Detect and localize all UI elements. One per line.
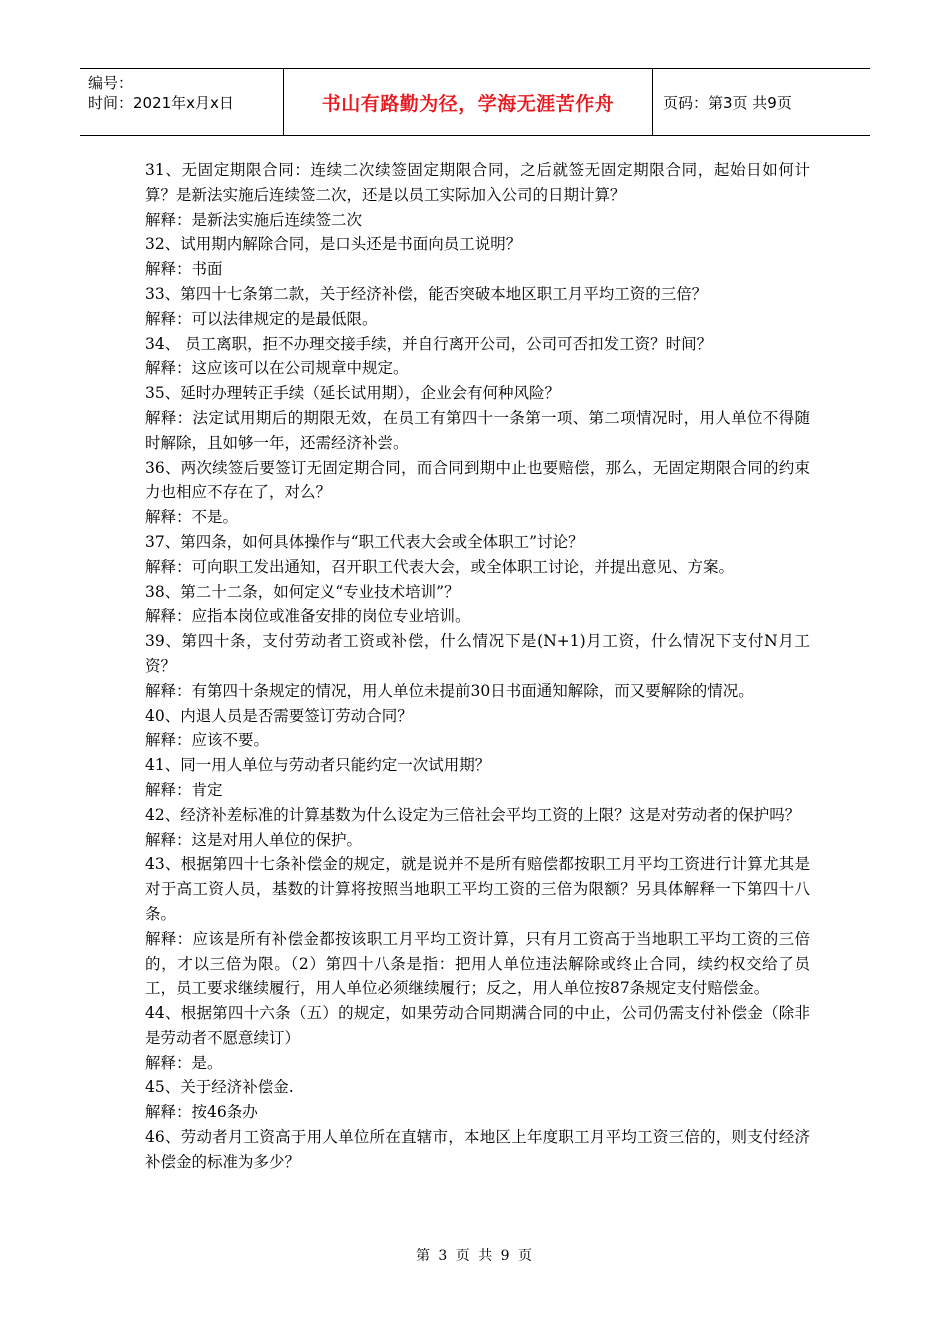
question-paragraph: 44、根据第四十六条（五）的规定，如果劳动合同期满合同的中止，公司仍需支付补偿金（除非是劳动者不愿意续订） <box>145 1004 810 1047</box>
question-paragraph: 35、延时办理转正手续（延长试用期），企业会有何种风险？ <box>145 384 560 403</box>
document-body <box>145 158 810 1175</box>
time-label: 时间：2021年x月x日 <box>88 94 234 112</box>
page-footer: 第 3 页 共 9 页 <box>415 1248 535 1264</box>
question-paragraph: 34、 员工离职，拒不办理交接手续，并自行离开公司，公司可否扣发工资？时间？ <box>145 334 713 353</box>
answer-paragraph: 解释：肯定 <box>145 780 223 799</box>
question-paragraph: 39、第四十条，支付劳动者工资或补偿，什么情况下是(N+1)月工资，什么情况下支付N月工资？ <box>145 632 810 675</box>
question-paragraph: 46、劳动者月工资高于用人单位所在直辖市，本地区上年度职工月平均工资三倍的，则支付经济补偿金的标准为多少？ <box>145 1128 810 1171</box>
answer-paragraph: 解释：是。 <box>145 1053 223 1072</box>
answer-paragraph: 解释：应该不要。 <box>145 731 270 750</box>
question-paragraph: 43、根据第四十七条补偿金的规定，就是说并不是所有赔偿都按职工月平均工资进行计算尤其是对于高工资人员，基数的计算将按照当地职工平均工资的三倍为限额？另具体解释一下第四十八条。 <box>145 855 810 923</box>
answer-paragraph: 解释：可向职工发出通知，召开职工代表大会，或全体职工讨论，并提出意见、方案。 <box>145 557 735 576</box>
header-page-info: 页码：第3页 共9页 <box>663 93 792 112</box>
answer-paragraph: 解释：这是对用人单位的保护。 <box>145 830 363 849</box>
answer-paragraph: 解释：应指本岗位或准备安排的岗位专业培训。 <box>145 607 471 626</box>
question-paragraph: 36、两次续签后要签订无固定期合同，而合同到期中止也要赔偿，那么，无固定期限合同的约束力也相应不存在了，对么？ <box>145 458 810 502</box>
answer-paragraph: 解释：有第四十条规定的情况，用人单位未提前30日书面通知解除，而又要解除的情况。 <box>145 681 754 700</box>
page-header <box>80 68 870 136</box>
answer-paragraph: 解释：不是。 <box>145 508 239 527</box>
number-label: 编号： <box>88 74 134 92</box>
question-paragraph: 41、同一用人单位与劳动者只能约定一次试用期？ <box>145 756 491 775</box>
header-left-cell <box>80 69 283 135</box>
answer-paragraph: 解释：是新法实施后连续签二次 <box>145 210 363 229</box>
answer-paragraph: 解释：按46条办 <box>145 1103 258 1122</box>
question-paragraph: 42、经济补差标准的计算基数为什么设定为三倍社会平均工资的上限？这是对劳动者的保护吗？ <box>145 805 801 824</box>
answer-paragraph: 解释：应该是所有补偿金都按该职工月平均工资计算，只有月工资高于当地职工平均工资的三倍的，才以三倍为限。（2）第四十八条是指：把用人单位违法解除或终止合同，续约权交给了员工，员工要求继续履行，用人单位必须继续履行；反之，用人单位按87条规定支付赔偿金。 <box>145 929 810 998</box>
question-paragraph: 33、第四十七条第二款，关于经济补偿，能否突破本地区职工月平均工资的三倍？ <box>145 284 708 303</box>
question-paragraph: 32、试用期内解除合同，是口头还是书面向员工说明？ <box>145 235 522 254</box>
answer-paragraph: 解释：可以法律规定的是最低限。 <box>145 309 378 328</box>
question-paragraph: 40、内退人员是否需要签订劳动合同？ <box>145 706 413 725</box>
answer-paragraph: 解释：书面 <box>145 260 223 279</box>
answer-paragraph: 解释：这应该可以在公司规章中规定。 <box>145 359 409 378</box>
header-motto: 书山有路勤为径，学海无涯苦作舟 <box>283 69 653 135</box>
answer-paragraph: 解释：法定试用期后的期限无效，在员工有第四十一条第一项、第二项情况时，用人单位不得随时解除，且如够一年，还需经济补尝。 <box>145 408 810 452</box>
question-paragraph: 45、关于经济补偿金. <box>145 1078 294 1097</box>
question-paragraph: 38、第二十二条，如何定义“专业技术培训”？ <box>145 582 460 601</box>
question-paragraph: 31、无固定期限合同：连续二次续签固定期限合同，之后就签无固定期限合同，起始日如何计算？是新法实施后连续签二次，还是以员工实际加入公司的日期计算？ <box>145 161 810 204</box>
question-paragraph: 37、第四条，如何具体操作与“职工代表大会或全体职工”讨论？ <box>145 532 584 551</box>
